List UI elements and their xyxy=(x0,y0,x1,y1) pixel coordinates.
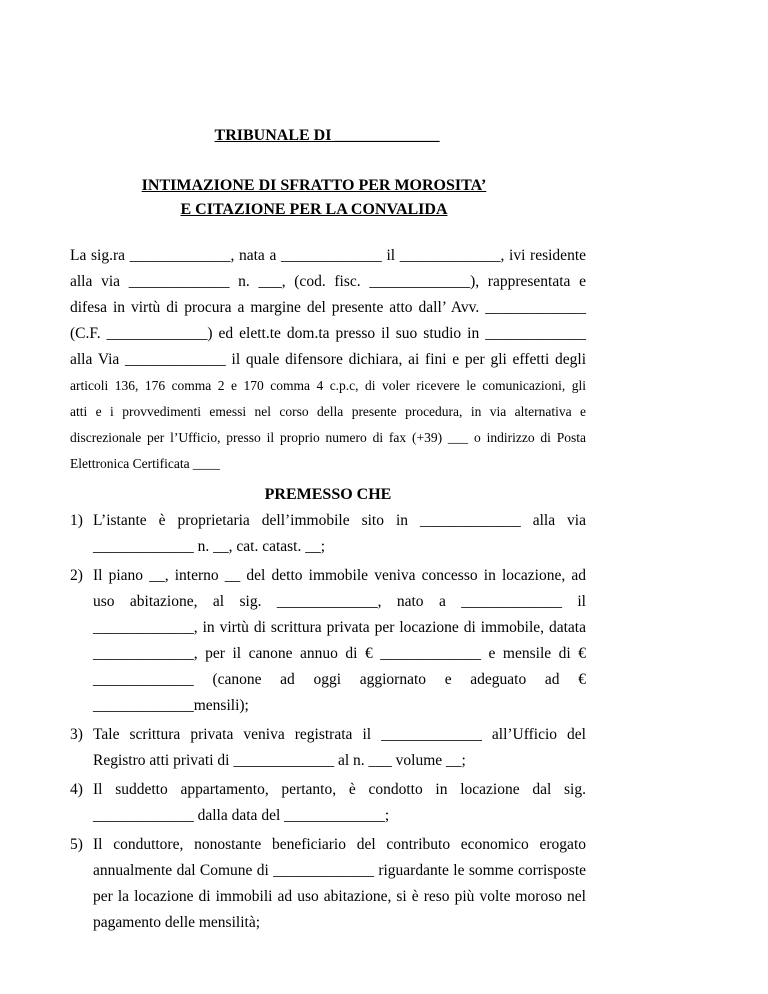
intro-line: articoli 136, 176 comma 2 e 170 comma 4 c.p.c, di voler ricevere le comunicazioni, gli xyxy=(70,378,586,393)
list-item xyxy=(70,508,586,560)
document-title: INTIMAZIONE DI SFRATTO PER MOROSITA’ xyxy=(141,177,487,194)
list-item-number: 2) xyxy=(70,567,83,584)
list-item-number: 4) xyxy=(70,781,83,798)
intro-line: alla via _____________ n. ___, (cod. fisc. _____________), rappresentata e xyxy=(70,273,586,290)
list-item-line: Il suddetto appartamento, pertanto, è condotto in locazione dal sig. xyxy=(93,781,586,798)
intro-line: difesa in virtù di procura a margine del presente atto dall’ Avv. _____________ xyxy=(70,299,586,316)
premesso-list xyxy=(70,508,586,936)
list-item-number: 1) xyxy=(70,512,83,529)
list-item-line: _____________ n. __, cat. catast. __; xyxy=(93,538,326,555)
section-heading: PREMESSO CHE xyxy=(264,486,392,503)
list-item-line: annualmente dal Comune di _____________ riguardante le somme corrisposte xyxy=(93,862,586,879)
court-title: TRIBUNALE DI _____________ xyxy=(214,127,440,144)
list-item xyxy=(70,832,586,936)
list-item-line: Il piano __, interno __ del detto immobile veniva concesso in locazione, ad xyxy=(93,567,586,584)
list-item xyxy=(70,777,586,829)
list-item xyxy=(70,563,586,719)
document-subtitle: E CITAZIONE PER LA CONVALIDA xyxy=(180,201,448,218)
list-item-line: Tale scrittura privata veniva registrata il _____________ all’Ufficio del xyxy=(93,726,586,743)
list-item-line: _____________, per il canone annuo di € _____________ e mensile di € xyxy=(93,645,586,662)
list-item-line: Registro atti privati di _____________ al n. ___ volume __; xyxy=(93,752,466,769)
list-item xyxy=(70,722,586,774)
list-item-line: L’istante è proprietaria dell’immobile sito in _____________ alla via xyxy=(93,512,586,529)
list-item-line: pagamento delle mensilità; xyxy=(93,914,261,931)
intro-line: (C.F. _____________) ed elett.te dom.ta presso il suo studio in _____________ xyxy=(70,325,586,342)
intro-line: alla Via _____________ il quale difensore dichiara, ai fini e per gli effetti degli xyxy=(70,351,586,368)
intro-line: atti e i provvedimenti emessi nel corso della presente procedura, in via alternativa e xyxy=(70,404,586,419)
intro-line: La sig.ra _____________, nata a _____________ il _____________, ivi residente xyxy=(70,247,586,264)
list-item-line: _____________ dalla data del _____________; xyxy=(93,807,390,824)
intro-line: discrezionale per l’Ufficio, presso il proprio numero di fax (+39) ___ o indirizzo di Posta xyxy=(70,430,586,445)
intro-paragraph xyxy=(70,243,586,477)
list-item-line: _____________, in virtù di scrittura privata per locazione di immobile, datata xyxy=(93,619,586,636)
intro-line: Elettronica Certificata ____ xyxy=(70,456,220,471)
list-item-line: per la locazione di immobili ad uso abitazione, si è reso più volte moroso nel xyxy=(93,888,586,905)
list-item-line: Il conduttore, nonostante beneficiario del contributo economico erogato xyxy=(93,836,586,853)
list-item-line: _____________mensili); xyxy=(93,697,249,714)
list-item-line: _____________ (canone ad oggi aggiornato e adeguato ad € xyxy=(93,671,586,688)
list-item-line: uso abitazione, al sig. _____________, nato a _____________ il xyxy=(93,593,586,610)
list-item-number: 3) xyxy=(70,726,83,743)
list-item-number: 5) xyxy=(70,836,83,853)
